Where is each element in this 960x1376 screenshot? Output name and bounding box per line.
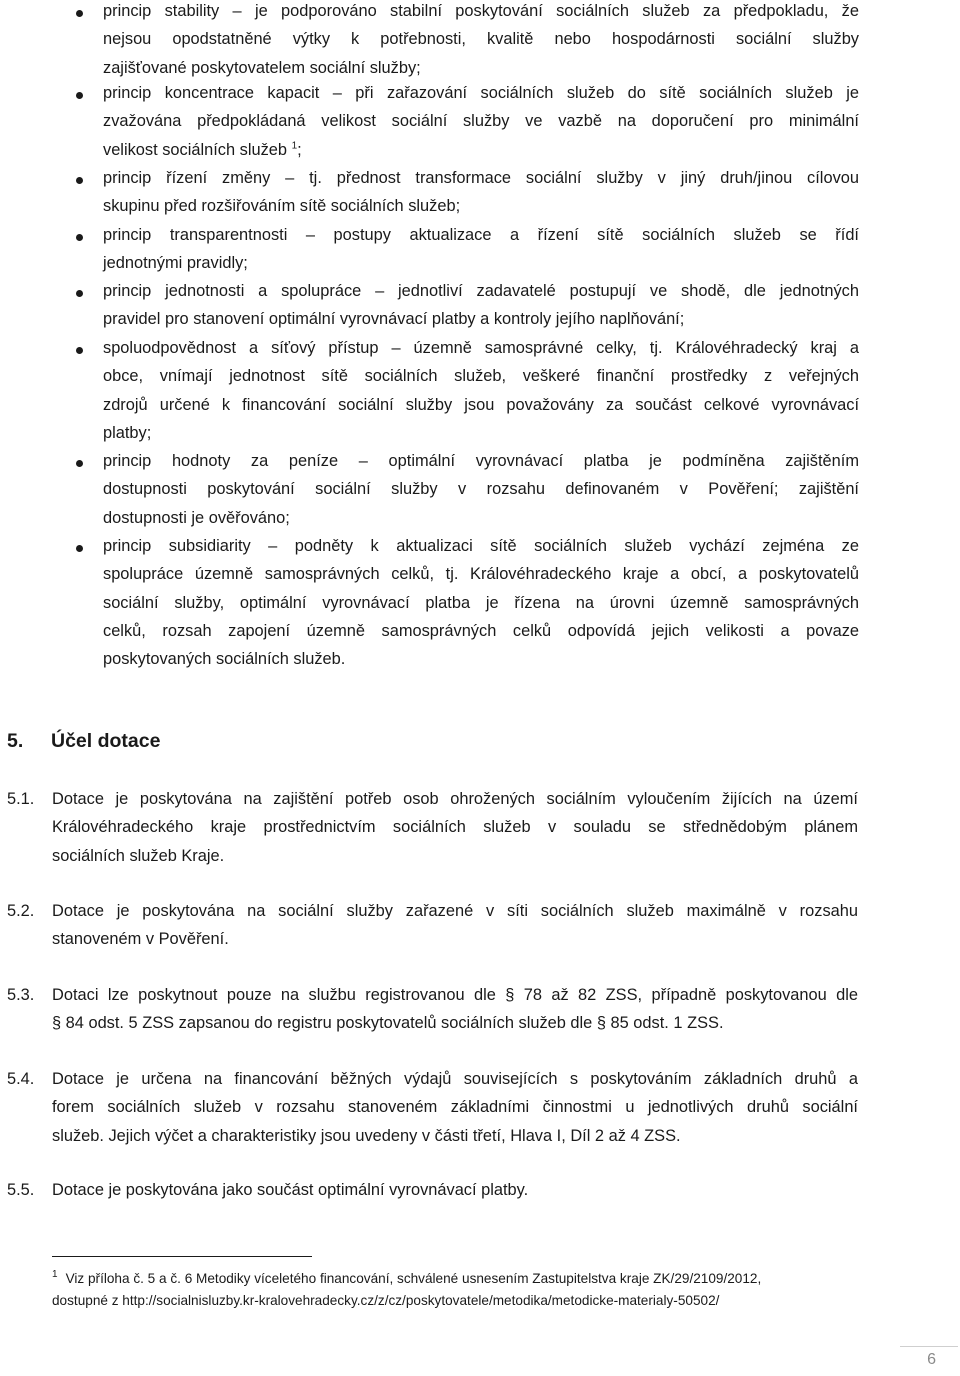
bullet-icon — [76, 460, 83, 467]
text-line: spoluodpovědnost a síťový přístup – územně samosprávné celky, tj. Královéhradecký kraj a — [103, 339, 859, 357]
list-item-text — [103, 79, 859, 164]
footnote-line — [52, 1268, 858, 1290]
paragraph-text — [52, 897, 858, 954]
footnote-mark: 1 — [52, 1269, 58, 1281]
paragraph-number: 5.4. — [7, 1070, 35, 1088]
paragraph-number: 5.2. — [7, 902, 35, 920]
bullet-icon — [76, 177, 83, 184]
text-line: princip subsidiarity – podněty k aktualizaci sítě sociálních služeb vychází zejména ze — [103, 537, 859, 555]
text-line: obce, vnímají jednotnost sítě sociálních služeb, veškeré finanční prostředky z veřejných — [103, 367, 859, 386]
text-line: princip jednotnosti a spolupráce – jednotliví zadavatelé postupují ve shodě, dle jednotných — [103, 282, 859, 300]
text-line: zajišťované poskytovatelem sociální služby; — [103, 58, 421, 77]
footnote-reference[interactable]: 1 — [291, 140, 298, 152]
paragraph-text — [52, 1176, 858, 1204]
text-line: princip hodnoty za peníze – optimální vyrovnávací platba je podmíněna zajištěním — [103, 452, 859, 470]
text-fragment: ; — [297, 140, 302, 159]
text-line: sociální služby, optimální vyrovnávací platba je řízena na úrovni územně samosprávných — [103, 593, 859, 612]
paragraph-number: 5.5. — [7, 1181, 35, 1199]
text-line: nejsou opodstatněné výtky k potřebnosti, kvalitě nebo hospodárnosti sociální služby — [103, 30, 859, 49]
text-line: stanoveném v Pověření. — [52, 930, 229, 949]
text-line: princip koncentrace kapacit – při zařazování sociálních služeb do sítě sociálních služeb je — [103, 84, 859, 102]
bullet-icon — [76, 234, 83, 241]
section-title: Účel dotace — [51, 730, 161, 752]
bullet-icon — [76, 10, 83, 17]
text-line: skupinu před rozšiřováním sítě sociálních služeb; — [103, 197, 461, 216]
text-line: princip stability – je podporováno stabilní poskytování sociálních služeb za předpokladu, že — [103, 2, 859, 20]
list-item-text — [103, 221, 859, 278]
text-line: pravidel pro stanovení optimální vyrovnávací platby a kontroly jejího naplňování; — [103, 310, 685, 329]
text-line: dostupnosti je ověřováno; — [103, 508, 290, 527]
list-item-text — [103, 277, 859, 334]
text-line: zdrojů určené k financování sociální služby jsou považovány za součást celkové vyrovnávací — [103, 395, 859, 414]
text-line: služeb. Jejich výčet a charakteristiky jsou uvedeny v části třetí, Hlava I, Díl 2 až 4 ZSS. — [52, 1126, 681, 1145]
paragraph-text — [52, 1065, 858, 1150]
text-line: zvažována předpokládaná velikost sociální služby ve vazbě na doporučení pro minimální — [103, 112, 859, 131]
text-line: Dotace je poskytována na sociální služby zařazené v síti sociálních služeb maximálně v rozsahu — [52, 902, 858, 920]
text-line: § 84 odst. 5 ZSS zapsanou do registru poskytovatelů sociálních služeb dle § 85 odst. 1 ZSS. — [52, 1014, 724, 1033]
text-line: Dotace je určena na financování běžných výdajů souvisejících s poskytováním základních druhů a — [52, 1070, 858, 1088]
text-line: spolupráce územně samosprávných celků, tj. Královéhradeckého kraje a obcí, a poskytovatelů — [103, 565, 859, 584]
footnote-link[interactable]: dostupné z http://socialnisluzby.kr-kralovehradecky.cz/z/cz/poskytovatele/metodika/metodicke-materialy-50502/ — [52, 1293, 720, 1308]
text-line: Královéhradeckého kraje prostřednictvím sociálních služeb v souladu se střednědobým plánem — [52, 818, 858, 837]
bullet-icon — [76, 92, 83, 99]
text-line: forem sociálních služeb v rozsahu stanoveném základními činnostmi u jednotlivých druhů sociální — [52, 1098, 858, 1117]
text-line: platby; — [103, 423, 152, 442]
text-line — [103, 136, 859, 164]
bullet-icon — [76, 545, 83, 552]
paragraph-number: 5.3. — [7, 986, 35, 1004]
bullet-icon — [76, 347, 83, 354]
list-item-text — [103, 447, 859, 532]
list-item-text — [103, 164, 859, 221]
page-number-rule — [900, 1346, 958, 1347]
text-line: poskytovaných sociálních služeb. — [103, 650, 346, 669]
text-line: jednotnými pravidly; — [103, 254, 248, 273]
list-item-text — [103, 334, 859, 447]
footnote-separator — [52, 1256, 312, 1257]
list-item-text — [103, 532, 859, 673]
paragraph-number: 5.1. — [7, 790, 35, 808]
bullet-icon — [76, 290, 83, 297]
footnote-text: Viz příloha č. 5 a č. 6 Metodiky víceletého financování, schválené usnesením Zastupitelstva kraje ZK/29/2109/2012, — [65, 1271, 762, 1286]
page-number: 6 — [927, 1351, 936, 1368]
text-line: Dotaci lze poskytnout pouze na službu registrovanou dle § 78 až 82 ZSS, případně poskytovanou dle — [52, 986, 858, 1004]
footnote — [52, 1268, 858, 1312]
text-line: princip řízení změny – tj. přednost transformace sociální služby v jiný druh/jinou cílovou — [103, 169, 859, 187]
paragraph-text — [52, 785, 858, 870]
text-line: princip transparentnosti – postupy aktualizace a řízení sítě sociálních služeb se řídí — [103, 226, 859, 244]
text-line: celků, rozsah zapojení územně samosprávných celků odpovídá jejich velikosti a povaze — [103, 621, 859, 640]
text-fragment: velikost sociálních služeb — [103, 140, 288, 159]
text-line: dostupnosti poskytování sociální služby v rozsahu definovaném v Pověření; zajištění — [103, 480, 859, 499]
section-heading — [7, 728, 160, 754]
text-line: Dotace je poskytována na zajištění potřeb osob ohrožených sociálním vyloučením žijících na území — [52, 790, 858, 808]
paragraph-text — [52, 981, 858, 1038]
text-line: sociálních služeb Kraje. — [52, 846, 225, 865]
text-line: Dotace je poskytována jako součást optimální vyrovnávací platby. — [52, 1181, 529, 1199]
list-item-text — [103, 0, 859, 82]
section-number: 5. — [7, 730, 24, 752]
